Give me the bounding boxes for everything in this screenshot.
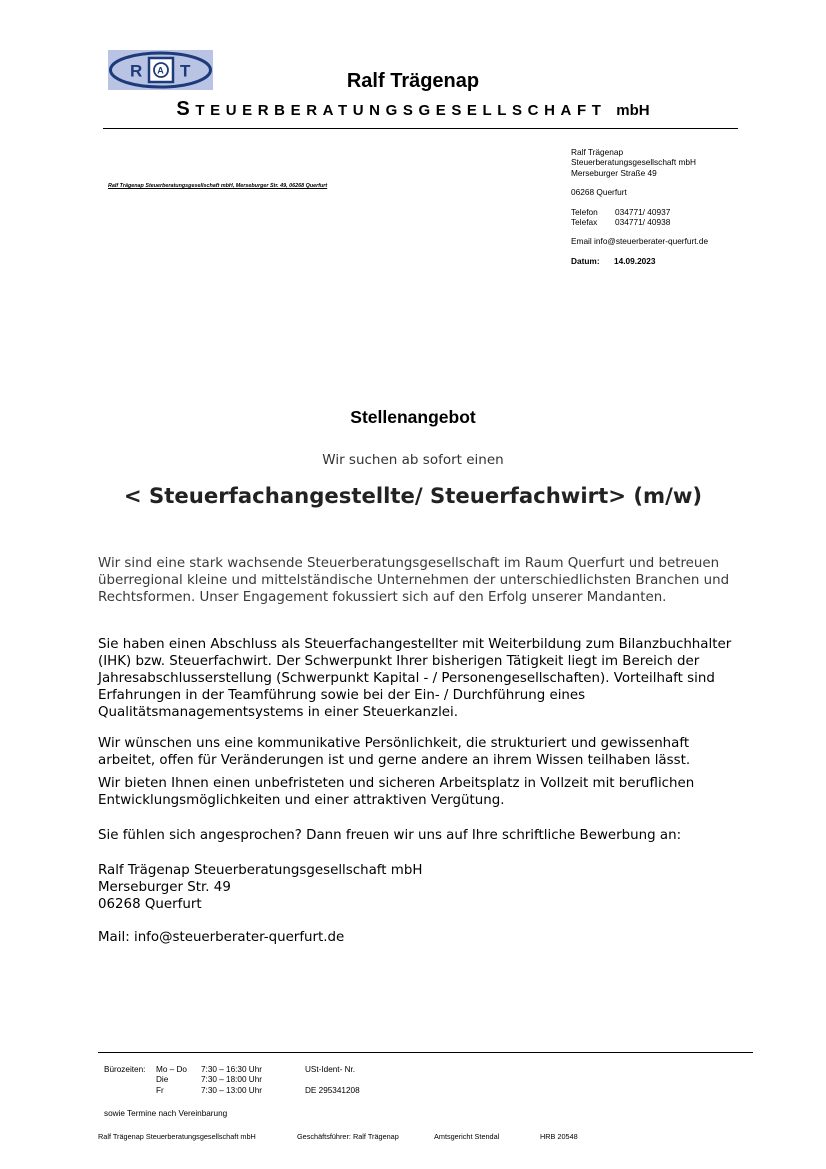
fax-row	[571, 217, 708, 227]
hours-time: 7:30 – 18:00 Uhr	[201, 1075, 262, 1085]
job-title: < Steuerfachangestellte/ Steuerfachwirt> (m/w)	[123, 483, 703, 508]
paragraph-offer: Wir bieten Ihnen einen unbefristeten und sicheren Arbeitsplatz in Vollzeit mit beruflichen Entwicklungsmöglichkeiten und einer attraktiven Vergütung.	[98, 776, 695, 808]
email-line: Email info@steuerberater-querfurt.de	[571, 236, 709, 247]
vat-label: USt-Ident- Nr.	[305, 1065, 356, 1074]
fax-label: Telefax	[571, 217, 598, 228]
page-title: Stellenangebot	[350, 407, 476, 427]
company-subtitle	[0, 98, 826, 121]
appointment-note: sowie Termine nach Vereinbarung	[104, 1109, 228, 1118]
address-line: Ralf Trägenap	[571, 147, 624, 157]
paragraph-call-to-action: Sie fühlen sich angesprochen? Dann freuen wir uns auf Ihre schriftliche Bewerbung an:	[98, 828, 682, 843]
footer-ceo: Geschäftsführer: Ralf Trägenap	[297, 1132, 399, 1141]
hours-time: 7:30 – 13:00 Uhr	[201, 1085, 262, 1095]
subtitle-rest: TEUERBERATUNGSGESELLSCHAFT	[195, 102, 607, 119]
hours-time: 7:30 – 16:30 Uhr	[201, 1065, 262, 1074]
footer-company: Ralf Trägenap Steuerberatungsgesellschaft mbH	[98, 1132, 256, 1141]
address-city: 06268 Querfurt	[571, 187, 627, 198]
phone-label: Telefon	[571, 206, 598, 217]
application-email[interactable]: Mail: info@steuerberater-querfurt.de	[98, 930, 345, 945]
hours-day: Die	[156, 1075, 169, 1085]
logo-letter-right: T	[180, 61, 191, 81]
sender-return-line: Ralf Trägenap Steuerberatungsgesellschaft mbH, Merseburger Str. 49, 06268 Querfurt	[108, 183, 328, 189]
paragraph-company: Wir sind eine stark wachsende Steuerberatungsgesellschaft im Raum Querfurt und betreuen überregional kleine und mittelständische Unternehmen der unterschiedlichsten Branchen und Rechtsformen. Unser Engagement fokussiert sich auf den Erfolg unserer Mandanten.	[98, 556, 730, 605]
date-row	[571, 256, 708, 266]
footer-hrb: HRB 20548	[540, 1132, 578, 1141]
hours-day: Fr	[156, 1085, 164, 1095]
fax-number: 034771/ 40938	[615, 217, 671, 228]
company-name: Ralf Trägenap	[346, 70, 480, 92]
logo-letter-left: R	[130, 61, 143, 81]
subtitle-initial: S	[176, 98, 196, 120]
office-hours	[104, 1065, 262, 1096]
contact-line: Merseburger Str. 49	[98, 880, 231, 895]
footer-court: Amtsgericht Stendal	[434, 1132, 500, 1141]
hours-label: Bürozeiten:	[104, 1065, 146, 1074]
paragraph-requirements: Sie haben einen Abschluss als Steuerfachangestellter mit Weiterbildung zum Bilanzbuchhalter (IHK) bzw. Steuerfachwirt. Der Schwerpunkt Ihrer bisherigen Tätigkeit liegt im Bereich der Jahresabschlusserstellung (Schwerpunkt Kapital - / Personengesellschaften). Vorteilhaft sind Erfahrungen in der Teamführung sowie bei der Ein- / Durchführung eines Qualitätsmanagementsystems in einer Steuerkanzlei.	[98, 637, 732, 720]
footer-rule	[98, 1052, 753, 1053]
contact-line: Ralf Trägenap Steuerberatungsgesellschaft mbH	[98, 863, 423, 878]
date-label: Datum:	[571, 255, 600, 266]
paragraph-personality: Wir wünschen uns eine kommunikative Persönlichkeit, die strukturiert und gewissenhaft arbeitet, offen für Veränderungen ist und gerne andere an ihrem Wissen teilhaben lässt.	[98, 736, 691, 768]
intro-text: Wir suchen ab sofort einen	[322, 452, 504, 468]
phone-row	[571, 207, 708, 217]
logo-letter-center: A	[157, 65, 164, 76]
application-address	[98, 862, 422, 913]
address-line: Steuerberatungsgesellschaft mbH	[571, 157, 696, 168]
phone-number: 034771/ 40937	[615, 206, 671, 217]
address-line: Merseburger Straße 49	[571, 167, 657, 178]
vat-number: DE 295341208	[305, 1085, 360, 1095]
subtitle-suffix: mbH	[616, 102, 650, 119]
header-rule	[103, 128, 738, 129]
contact-line: 06268 Querfurt	[98, 897, 202, 912]
address-block	[571, 147, 708, 266]
vat-block	[305, 1065, 360, 1096]
legal-footer	[98, 1132, 748, 1142]
date-value: 14.09.2023	[614, 255, 656, 266]
hours-day: Mo – Do	[156, 1065, 187, 1074]
